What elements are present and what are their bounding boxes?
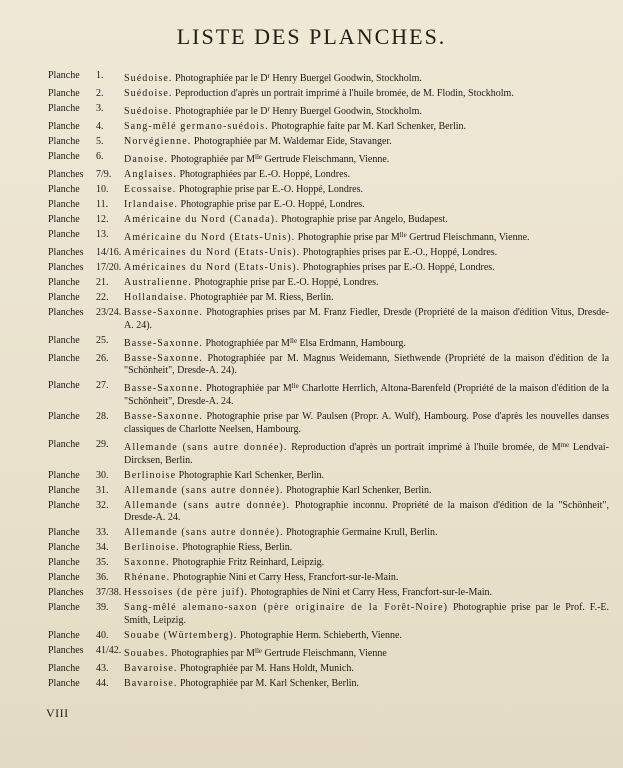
list-item bbox=[48, 470, 609, 483]
plate-label: Planche bbox=[48, 678, 80, 690]
plate-nationality: Rhénane. bbox=[124, 572, 171, 584]
plate-number: 32. bbox=[96, 499, 109, 511]
plate-description bbox=[124, 630, 609, 643]
plate-number: 26. bbox=[96, 352, 109, 364]
plate-description bbox=[124, 277, 609, 290]
list-item bbox=[48, 678, 609, 691]
plate-number: 39. bbox=[96, 602, 109, 614]
plate-nationality: Hollandaise. bbox=[124, 291, 188, 303]
plate-label: Planche bbox=[48, 70, 80, 81]
list-item bbox=[48, 380, 609, 409]
plate-credit: Photographiée par le $D^r$ Henry Buergel Goodwin, Stockholm. bbox=[175, 104, 422, 117]
list-item bbox=[48, 353, 609, 379]
page-title: LISTE DES PLANCHES. bbox=[176, 24, 447, 49]
plate-description bbox=[124, 587, 609, 600]
plate-label: Planche bbox=[48, 183, 80, 195]
plate-number: 33. bbox=[96, 527, 109, 539]
plate-label: Planche bbox=[48, 527, 80, 539]
plate-description bbox=[124, 380, 609, 409]
plate-credit: Photographie prise par E.-O. Hoppé, Londres. bbox=[180, 198, 365, 210]
list-item bbox=[48, 485, 609, 498]
plate-label: Planches bbox=[48, 306, 84, 318]
plate-credit: Photographie prise par le Prof. F.-E. Smith, Leipzig. bbox=[124, 602, 610, 627]
plate-number: 36. bbox=[96, 572, 109, 584]
plate-label: Planche bbox=[48, 213, 80, 225]
plate-credit: Photographie inconnu. Propriété de la maison d'édition de la "Schönheit", Dresde-A. 24. bbox=[124, 499, 609, 524]
plate-label: Planche bbox=[48, 291, 80, 303]
list-item bbox=[48, 307, 609, 333]
plate-nationality: Basse-Saxonne. bbox=[124, 337, 203, 349]
plate-nationality: Norvégienne. bbox=[124, 135, 192, 147]
plate-nationality: Allemande (sans autre donnée). bbox=[124, 484, 284, 496]
list-item bbox=[48, 557, 609, 570]
plate-description bbox=[124, 572, 609, 585]
plate-label: Planche bbox=[48, 102, 80, 114]
plate-credit: Photographie prise par Angelo, Budapest. bbox=[281, 213, 448, 225]
plate-description bbox=[124, 411, 609, 437]
list-item bbox=[48, 88, 609, 101]
plate-number: 5. bbox=[96, 135, 104, 147]
plate-number: 23/24. bbox=[96, 306, 122, 318]
plate-description bbox=[124, 335, 609, 351]
plate-credit: Photographiées par E.-O. Hoppé, Londres. bbox=[179, 168, 350, 180]
plate-nationality: Souabe (Würtemberg). bbox=[124, 630, 238, 642]
list-item bbox=[48, 527, 609, 540]
list-item bbox=[48, 663, 609, 676]
plate-label: Planche bbox=[48, 87, 80, 99]
plate-number: 22. bbox=[96, 291, 109, 303]
plate-nationality: Bavaroise. bbox=[124, 663, 178, 675]
plate-label: Planche bbox=[48, 334, 80, 346]
list-item bbox=[48, 121, 609, 134]
plate-credit: Photographie Riess, Berlin. bbox=[182, 542, 293, 554]
plate-label: Planche bbox=[48, 663, 80, 675]
plate-description bbox=[124, 542, 609, 555]
list-item bbox=[48, 229, 609, 245]
plate-nationality: Hessoises (de père juif). bbox=[124, 587, 249, 599]
plate-credit: Photographie Fritz Reinhard, Leipzig. bbox=[172, 557, 325, 569]
plate-credit: Photographiée par $M^{lle}$ Elsa Erdmann, Hambourg. bbox=[205, 336, 406, 349]
plate-description bbox=[124, 527, 609, 540]
page-number: VIII bbox=[46, 706, 69, 720]
plate-label: Planche bbox=[48, 135, 80, 147]
plate-number: 35. bbox=[96, 557, 109, 569]
plate-number: 6. bbox=[96, 150, 104, 162]
list-item bbox=[48, 199, 609, 212]
list-item bbox=[48, 277, 609, 290]
plate-number: 34. bbox=[96, 542, 109, 554]
plate-label: Planches bbox=[48, 168, 84, 180]
plate-description bbox=[124, 199, 609, 212]
plate-label: Planche bbox=[48, 380, 80, 392]
plate-label: Planches bbox=[48, 246, 84, 258]
plate-nationality: Basse-Saxonne. bbox=[124, 306, 203, 318]
plate-number: 43. bbox=[96, 663, 109, 675]
plate-number: 4. bbox=[96, 120, 104, 132]
plate-credit: Photographie prise par E.-O. Hoppé, Londres. bbox=[194, 276, 379, 288]
plate-number: 27. bbox=[96, 380, 109, 392]
plate-number: 17/20. bbox=[96, 261, 122, 273]
plate-label: Planche bbox=[48, 150, 80, 162]
plate-nationality: Bavaroise. bbox=[124, 678, 178, 690]
plate-credit: Photographie Nini et Carry Hess, Francfort-sur-le-Main. bbox=[172, 572, 399, 584]
plate-description bbox=[124, 602, 609, 628]
list-item bbox=[48, 151, 609, 167]
plate-label: Planches bbox=[48, 645, 84, 657]
plate-nationality: Allemande (sans autre donnée). bbox=[124, 527, 284, 539]
plate-description bbox=[124, 439, 609, 468]
plate-description bbox=[124, 121, 609, 134]
plate-nationality: Basse-Saxonne. bbox=[124, 383, 203, 395]
plate-credit: Photographie Herm. Schieberth, Vienne. bbox=[239, 630, 402, 642]
plate-label: Planche bbox=[48, 484, 80, 496]
plate-nationality: Allemande (sans autre donnée). bbox=[124, 499, 291, 511]
plate-nationality: Suédoise. bbox=[124, 87, 173, 99]
plate-description bbox=[124, 88, 609, 101]
plate-number: 40. bbox=[96, 630, 109, 642]
list-item bbox=[48, 602, 609, 628]
plate-nationality: Irlandaise. bbox=[124, 198, 179, 210]
plate-description bbox=[124, 353, 609, 379]
plate-credit: Photographiée par M. Magnus Weidemann, Siethwende (Propriété de la maison d'édition de la "Schönheit", Dresde-A. 24). bbox=[124, 352, 610, 377]
plate-description bbox=[124, 678, 609, 691]
plate-nationality: Ecossaise. bbox=[124, 183, 177, 195]
plate-label: Planche bbox=[48, 438, 80, 450]
plate-number: 1. bbox=[96, 70, 104, 81]
plate-description bbox=[124, 229, 609, 245]
plate-nationality: Berlinoise. bbox=[124, 542, 180, 554]
plate-nationality: Américaine du Nord (Canada). bbox=[124, 213, 279, 225]
plate-credit: Photographiée par M. Waldemar Eide, Stavanger. bbox=[193, 135, 392, 147]
list-item bbox=[48, 645, 609, 661]
plate-number: 14/16. bbox=[96, 246, 122, 258]
list-item bbox=[48, 136, 609, 149]
plate-label: Planche bbox=[48, 120, 80, 132]
plate-number: 28. bbox=[96, 411, 109, 423]
plate-label: Planche bbox=[48, 198, 80, 210]
plate-nationality: Berlinoise bbox=[124, 469, 177, 481]
plate-description bbox=[124, 169, 609, 182]
plate-label: Planches bbox=[48, 587, 84, 599]
plate-nationality: Sang-mêlé germano-suédois. bbox=[124, 120, 269, 132]
plate-nationality: Allemande (sans autre donnée). bbox=[124, 441, 288, 453]
plate-description bbox=[124, 485, 609, 498]
plate-number: 21. bbox=[96, 276, 109, 288]
plate-number: 30. bbox=[96, 469, 109, 481]
plate-label: Planche bbox=[48, 276, 80, 288]
list-item bbox=[48, 214, 609, 227]
plate-credit: Photographiée par M. Karl Schenker, Berlin. bbox=[180, 678, 359, 690]
list-item bbox=[48, 184, 609, 197]
list-item bbox=[48, 70, 609, 86]
plate-nationality: Sang-mêlé alemano-saxon (père originaire de la Forêt-Noire) bbox=[124, 602, 449, 614]
plate-credit: Photographies prises par E.-O. Hoppé, Londres. bbox=[302, 261, 495, 273]
plate-number: 7/9. bbox=[96, 168, 112, 180]
plate-number: 44. bbox=[96, 678, 109, 690]
plate-label: Planche bbox=[48, 499, 80, 511]
list-item bbox=[48, 335, 609, 351]
plate-label: Planche bbox=[48, 557, 80, 569]
plate-nationality: Américaines du Nord (Etats-Unis). bbox=[124, 261, 301, 273]
list-item bbox=[48, 262, 609, 275]
plate-description bbox=[124, 262, 609, 275]
plate-description bbox=[124, 292, 609, 305]
plate-nationality: Suédoise. bbox=[124, 73, 173, 84]
plate-number: 10. bbox=[96, 183, 109, 195]
plate-description bbox=[124, 184, 609, 197]
plate-credit: Photographiée par le $D^r$ Henry Buergel Goodwin, Stockholm. bbox=[175, 72, 422, 84]
plate-description bbox=[124, 663, 609, 676]
plate-credit: Photographie Germaine Krull, Berlin. bbox=[286, 527, 438, 539]
plate-credit: Photographie prise par W. Paulsen (Propr. A. Wulf), Hambourg. Pose d'après les nouvelles danses classiques de Charlotte Neelsen, Hambourg. bbox=[124, 411, 610, 435]
plate-credit: Peproduction d'après un portrait imprimé à l'huile bromée, de M. Flodin, Stockholm. bbox=[175, 87, 514, 99]
plate-description bbox=[124, 247, 609, 260]
list-item bbox=[48, 542, 609, 555]
plate-credit: Photographiée par $M^{lle}$ Charlotte Herrlich, Altona-Barenfeld (Propriété de la maison d'édition de la "Schönheit", Dresde-A. 24. bbox=[124, 382, 609, 408]
plate-nationality: Danoise. bbox=[124, 153, 169, 165]
plate-nationality: Américaine du Nord (Etats-Unis). bbox=[124, 231, 296, 243]
plate-number: 25. bbox=[96, 334, 109, 346]
plate-label: Planche bbox=[48, 542, 80, 554]
list-item bbox=[48, 169, 609, 182]
plate-number: 13. bbox=[96, 228, 109, 240]
list-item bbox=[48, 247, 609, 260]
plate-nationality: Américaines du Nord (Etats-Unis). bbox=[124, 246, 301, 258]
plate-label: Planche bbox=[48, 228, 80, 240]
plate-label: Planche bbox=[48, 469, 80, 481]
plate-number: 29. bbox=[96, 438, 109, 450]
list-item bbox=[48, 103, 609, 119]
plate-credit: Photographies par $M^{lle}$ Gertrude Fleischmann, Vienne bbox=[171, 647, 387, 660]
plate-description bbox=[124, 151, 609, 167]
plate-number: 3. bbox=[96, 102, 104, 114]
list-item bbox=[48, 292, 609, 305]
list-item bbox=[48, 411, 609, 437]
plate-nationality: Souabes. bbox=[124, 648, 169, 660]
plate-label: Planche bbox=[48, 602, 80, 614]
plate-description bbox=[124, 645, 609, 661]
plate-description bbox=[124, 557, 609, 570]
plate-description bbox=[124, 214, 609, 227]
plate-credit: Photographie faite par M. Karl Schenker, Berlin. bbox=[271, 120, 467, 132]
plate-nationality: Anglaises. bbox=[124, 168, 177, 180]
plate-credit: Photographies prises par M. Franz Fiedler, Dresde (Propriété de la maison d'édition Vitus, Dresde-A. 24). bbox=[124, 306, 609, 331]
plate-credit: Photographies prises par E.-O., Hoppé, Londres. bbox=[302, 246, 498, 258]
plates-list bbox=[48, 70, 609, 693]
plate-description bbox=[124, 70, 609, 86]
plate-label: Planche bbox=[48, 572, 80, 584]
plate-nationality: Basse-Saxonne. bbox=[124, 352, 203, 364]
plate-description bbox=[124, 307, 609, 333]
plate-nationality: Australienne. bbox=[124, 276, 192, 288]
plate-credit: Photographie prise par $M^{lle}$ Gertrud Fleischmann, Vienne. bbox=[297, 230, 530, 243]
plate-credit: Reproduction d'après un portrait imprimé à l'huile bromée, de $M^{me}$ Lendvai-Dircksen, Berlin. bbox=[124, 440, 610, 466]
plate-nationality: Suédoise. bbox=[124, 105, 173, 117]
plate-number: 12. bbox=[96, 213, 109, 225]
plate-credit: Photographiée par M. Hans Holdt, Munich. bbox=[180, 663, 354, 675]
list-item bbox=[48, 500, 609, 526]
plate-nationality: Basse-Saxonne. bbox=[124, 411, 203, 423]
plate-credit: Photographiée par M. Riess, Berlin. bbox=[189, 291, 334, 303]
plate-number: 31. bbox=[96, 484, 109, 496]
plate-description bbox=[124, 103, 609, 119]
plate-number: 41/42. bbox=[96, 645, 122, 657]
plate-label: Planche bbox=[48, 411, 80, 423]
plate-label: Planches bbox=[48, 261, 84, 273]
plate-nationality: Saxonne. bbox=[124, 557, 170, 569]
plate-credit: Photographie Karl Schenker, Berlin. bbox=[286, 484, 432, 496]
plate-description bbox=[124, 470, 609, 483]
plate-number: 2. bbox=[96, 87, 104, 99]
plate-description bbox=[124, 136, 609, 149]
list-item bbox=[48, 587, 609, 600]
list-item bbox=[48, 572, 609, 585]
plate-number: 37/38. bbox=[96, 587, 122, 599]
plate-label: Planche bbox=[48, 352, 80, 364]
list-item bbox=[48, 439, 609, 468]
plate-credit: Photographie prise par E.-O. Hoppé, Londres. bbox=[178, 183, 364, 195]
list-item bbox=[48, 630, 609, 643]
plate-label: Planche bbox=[48, 630, 80, 642]
plate-credit: Photographie Karl Schenker, Berlin. bbox=[178, 469, 325, 481]
plate-credit: Photographies de Nini et Carry Hess, Francfort-sur-le-Main. bbox=[250, 587, 493, 599]
plate-credit: Photographiée par $M^{lle}$ Gertrude Fleischmann, Vienne. bbox=[170, 152, 390, 165]
plate-description bbox=[124, 500, 609, 526]
plate-number: 11. bbox=[96, 198, 109, 210]
